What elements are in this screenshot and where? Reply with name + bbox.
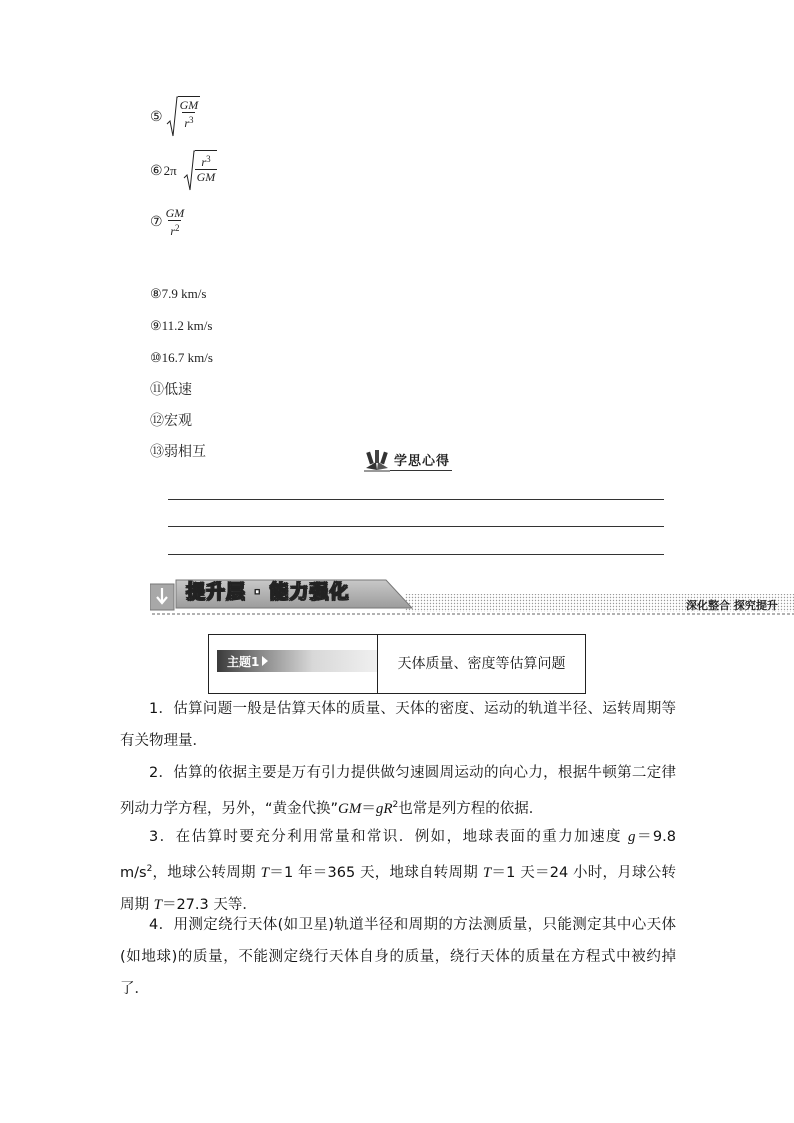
item-number: ⑤: [150, 109, 163, 125]
section-banner-title: 提升层 · 能力强化: [186, 581, 350, 603]
answer-item-7: [150, 206, 186, 238]
notes-line-3: [168, 554, 664, 555]
answer-item-11: [150, 379, 192, 399]
paragraph-3-text-4: ＝1 天＝24 小时，月球公转周期: [120, 864, 676, 913]
topic-table: [208, 634, 586, 694]
answer-item-12: [150, 410, 192, 430]
exponent: 3: [206, 154, 211, 164]
sqrt-expression: [166, 96, 201, 138]
paragraph-2: [120, 757, 676, 825]
triangle-right-icon: [262, 656, 268, 666]
paragraph-3-text: 3．在估算时要充分利用常量和常识．例如，地球表面的重力加速度: [149, 829, 629, 845]
topic-tag: [217, 650, 377, 672]
study-notes-title: 学思心得: [390, 450, 452, 471]
answer-item-5: [150, 96, 200, 138]
exponent: 2: [392, 800, 399, 810]
paragraph-3-text-5: ＝27.3 天等．: [161, 896, 257, 913]
topic-tag-cell: [209, 635, 378, 693]
coefficient: 2π: [163, 163, 177, 178]
paragraph-3-text-2: ，地球公转周期: [152, 864, 261, 881]
item-text: ⑨11.2 km/s: [150, 318, 213, 333]
item-text: ⑧7.9 km/s: [150, 286, 207, 301]
study-notes-header: [364, 448, 452, 472]
paragraph-3: [120, 821, 676, 921]
fraction: [195, 150, 218, 192]
item-text: ⑫宏观: [150, 413, 192, 429]
equals-sign: ＝: [361, 800, 376, 817]
topic-tag-label: 主题1: [227, 655, 260, 669]
fraction-numerator: GM: [179, 98, 199, 112]
exponent: 3: [188, 115, 194, 125]
fraction: [164, 206, 187, 238]
symbol-g: g: [628, 829, 636, 845]
item-text: ⑩16.7 km/s: [150, 350, 213, 365]
answer-item-13: [150, 441, 206, 461]
sqrt-expression: [183, 150, 218, 192]
exponent: 2: [174, 223, 180, 233]
denominator-base: r: [184, 116, 189, 130]
answer-item-9: [150, 318, 212, 334]
fraction: [178, 96, 201, 138]
paragraph-1: 1．估算问题一般是估算天体的质量、天体的密度、运动的轨道半径、运转周期等有关物理量．: [120, 701, 676, 749]
symbol-t: T: [153, 896, 162, 913]
symbol-gr: gR: [375, 800, 393, 817]
item-number: ⑥: [150, 163, 163, 179]
fraction-denominator: GM: [196, 170, 216, 184]
exponent: 2: [146, 864, 153, 874]
radical-sign: [166, 96, 178, 138]
fraction-numerator: GM: [165, 206, 185, 220]
paragraph-2-text-end: 也常是列方程的依据．: [398, 800, 544, 817]
fraction-denominator: [182, 112, 195, 130]
paragraph-3-text-3: ＝1 年＝365 天，地球自转周期: [268, 864, 483, 881]
fraction-denominator: [168, 220, 181, 238]
notes-line-1: [168, 499, 664, 500]
answer-item-6: [150, 150, 217, 192]
topic-title: 天体质量、密度等估算问题: [397, 656, 566, 672]
paragraph-2-text: 2．估算的依据主要是万有引力提供做匀速圆周运动的向心力，根据牛顿第二定律列动力学方程，另外，“黄金代换”: [120, 765, 676, 817]
radical-sign: [183, 150, 195, 192]
answer-item-10: [150, 350, 213, 366]
section-banner-subtitle: 深化整合 探究提升: [686, 599, 778, 612]
paragraph-4: 4．用测定绕行天体(如卫星)轨道半径和周期的方法测质量，只能测定其中心天体(如地球)的质量，不能测定绕行天体自身的质量，绕行天体的质量在方程式中被约掉了．: [120, 917, 676, 997]
denominator-base: r: [170, 224, 175, 238]
fraction-numerator: [199, 152, 212, 169]
item-number: ⑦: [150, 214, 163, 230]
answer-item-8: [150, 286, 206, 302]
symbol-gm: GM: [338, 800, 362, 817]
numerator-base: r: [201, 155, 207, 169]
gravity-value: ＝9.8 m/s: [120, 829, 676, 881]
notes-line-2: [168, 526, 664, 527]
item-text: ⑪低速: [150, 382, 192, 398]
symbol-t: T: [260, 864, 269, 881]
open-book-icon: [364, 448, 390, 472]
item-text: ⑬弱相互: [150, 444, 206, 460]
symbol-t: T: [482, 864, 492, 881]
